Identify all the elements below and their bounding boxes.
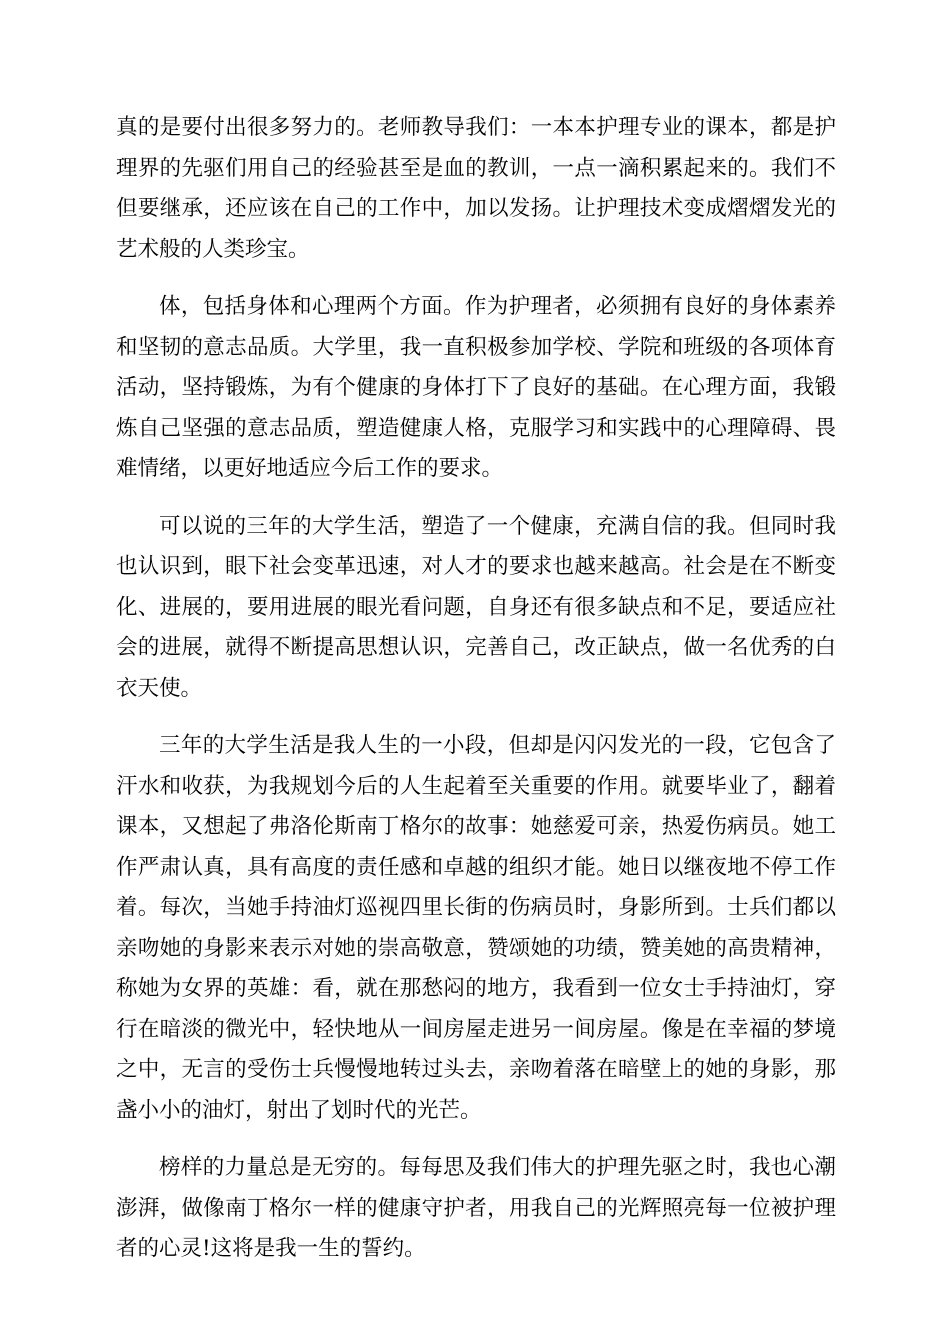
- paragraph-continuation: 真的是要付出很多努力的。老师教导我们：一本本护理专业的课本，都是护理界的先驱们用自己的经验甚至是血的教训，一点一滴积累起来的。我们不但要继承，还应该在自己的工作中，加以发扬。让护理技术变成熠熠发光的艺术般的人类珍宝。: [116, 115, 836, 262]
- paragraph-conclusion: 榜样的力量总是无穷的。每每思及我们伟大的护理先驱之时，我也心潮澎湃，做像南丁格尔一样的健康守护者，用我自己的光辉照亮每一位被护理者的心灵!这将是我一生的誓约。: [116, 1155, 836, 1261]
- paragraph-self-reflection: 可以说的三年的大学生活，塑造了一个健康，充满自信的我。但同时我也认识到，眼下社会变革迅速，对人才的要求也越来越高。社会是在不断变化、进展的，要用进展的眼光看问题，自身还有很多缺点和不足，要适应社会的进展，就得不断提高思想认识，完善自己，改正缺点，做一名优秀的白衣天使。: [116, 513, 836, 701]
- paragraph-health: 体，包括身体和心理两个方面。作为护理者，必须拥有良好的身体素养和坚韧的意志品质。大学里，我一直积极参加学校、学院和班级的各项体育活动，坚持锻炼，为有个健康的身体打下了良好的基础。在心理方面，我锻炼自己坚强的意志品质，塑造健康人格，克服学习和实践中的心理障碍、畏难情绪，以更好地适应今后工作的要求。: [116, 294, 836, 481]
- paragraph-nightingale: 三年的大学生活是我人生的一小段，但却是闪闪发光的一段，它包含了汗水和收获，为我规划今后的人生起着至关重要的作用。就要毕业了，翻着课本，又想起了弗洛伦斯南丁格尔的故事：她慈爱可亲，热爱伤病员。她工作严肃认真，具有高度的责任感和卓越的组织才能。她日以继夜地不停工作着。每次，当她手持油灯巡视四里长街的伤病员时，身影所到。士兵们都以亲吻她的身影来表示对她的崇高敬意，赞颂她的功绩，赞美她的高贵精神，称她为女界的英雄：看，就在那愁闷的地方，我看到一位女士手持油灯，穿行在暗淡的微光中，轻快地从一间房屋走进另一间房屋。像是在幸福的梦境之中，无言的受伤士兵慢慢地转过头去，亲吻着落在暗壁上的她的身影，那盏小小的油灯，射出了划时代的光芒。: [116, 733, 836, 1123]
- document-body: [116, 108, 836, 1287]
